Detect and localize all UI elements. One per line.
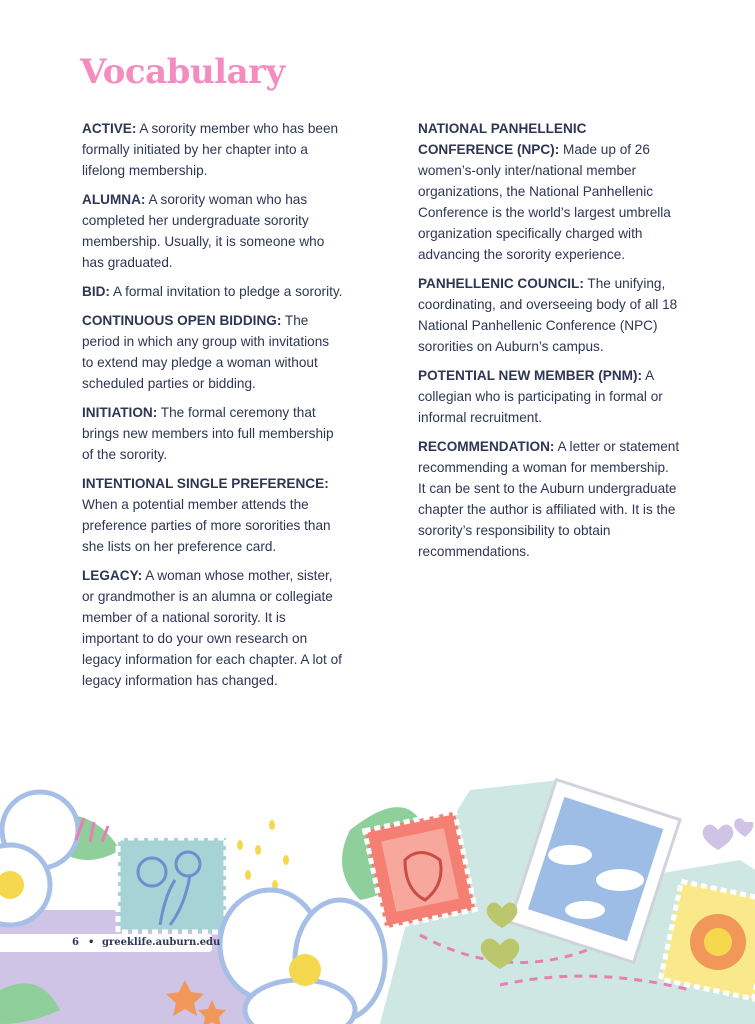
heart-icon <box>734 818 753 837</box>
vocab-term: ALUMNA: <box>82 192 146 207</box>
vocab-term: BID: <box>82 284 110 299</box>
vocab-entry-continuous-open-bidding <box>82 310 344 394</box>
vocab-entry-intentional-single-preference <box>82 473 344 557</box>
vocab-definition: When a potential member attends the preference parties of more sororities than she lists on her preference card. <box>82 497 331 554</box>
floral-stamp-icon <box>118 838 226 932</box>
website-link[interactable]: greeklife.auburn.edu <box>102 937 221 948</box>
tiger-stamp-icon <box>365 812 476 929</box>
vocab-entry-bid <box>82 281 344 302</box>
heart-icon <box>703 824 734 850</box>
vocab-term: LEGACY: <box>82 568 143 583</box>
vocab-entry-recommendation <box>418 436 680 562</box>
confetti <box>237 820 289 890</box>
vocab-definition: Made up of 26 women’s-only inter/national member organizations, the National Panhellenic Conference is the world’s largest umbrella organization specifically charged with advancing the sorority experience. <box>418 142 671 262</box>
vocab-definition: A letter or statement recommending a woman for membership. It can be sent to the Auburn undergraduate chapter the author is affiliated with. It is the sorority’s responsibility to obtain recommendations. <box>418 439 680 559</box>
page-title: Vocabulary <box>80 52 285 92</box>
vocab-entry-alumna <box>82 189 344 273</box>
vocab-term: INITIATION: <box>82 405 158 420</box>
vocab-term: PANHELLENIC COUNCIL: <box>418 276 584 291</box>
vocab-term: CONTINUOUS OPEN BIDDING: <box>82 313 282 328</box>
vocab-definition: A collegian who is participating in formal or informal recruitment. <box>418 368 663 425</box>
vocabulary-left-column <box>82 118 344 699</box>
vocab-definition: The formal ceremony that brings new members into full membership of the sorority. <box>82 405 334 462</box>
vocab-term: RECOMMENDATION: <box>418 439 555 454</box>
vocab-term: ACTIVE: <box>82 121 137 136</box>
vocab-entry-panhellenic-council <box>418 273 680 357</box>
page-footer <box>0 934 221 952</box>
page-number: 6 <box>72 937 79 948</box>
vocab-entry-npc <box>418 118 680 265</box>
vocab-term: NATIONAL PANHELLENIC CONFERENCE (NPC): <box>418 121 587 157</box>
vocab-entry-active <box>82 118 344 181</box>
flower-center-icon <box>220 890 385 1024</box>
vocab-entry-initiation <box>82 402 344 465</box>
vocab-definition: A woman whose mother, sister, or grandmother is an alumna or collegiate member of a national sorority. It is important to do your own research on legacy information for each chapter. A lot of legacy information has changed. <box>82 568 342 688</box>
vocab-definition: A sorority member who has been formally initiated by her chapter into a lifelong membership. <box>82 121 339 178</box>
vocab-definition: A formal invitation to pledge a sorority. <box>109 284 343 299</box>
vocab-term: INTENTIONAL SINGLE PREFERENCE: <box>82 476 329 491</box>
vocab-definition: The unifying, coordinating, and overseeing body of all 18 National Panhellenic Conference (NPC) sororities on Auburn’s campus. <box>418 276 678 354</box>
vocab-term: POTENTIAL NEW MEMBER (PNM): <box>418 368 643 383</box>
vocab-entry-legacy <box>82 565 344 691</box>
flower-left-icon <box>0 792 78 925</box>
vocab-definition: The period in which any group with invitations to extend may pledge a woman without scheduled parties or bidding. <box>82 313 330 391</box>
vocabulary-right-column <box>418 118 680 570</box>
footer-separator: • <box>88 937 95 948</box>
vocab-entry-pnm <box>418 365 680 428</box>
decorative-illustration <box>0 760 755 1024</box>
vocab-definition: A sorority woman who has completed her undergraduate sorority membership. Usually, it is someone who has graduated. <box>82 192 325 270</box>
